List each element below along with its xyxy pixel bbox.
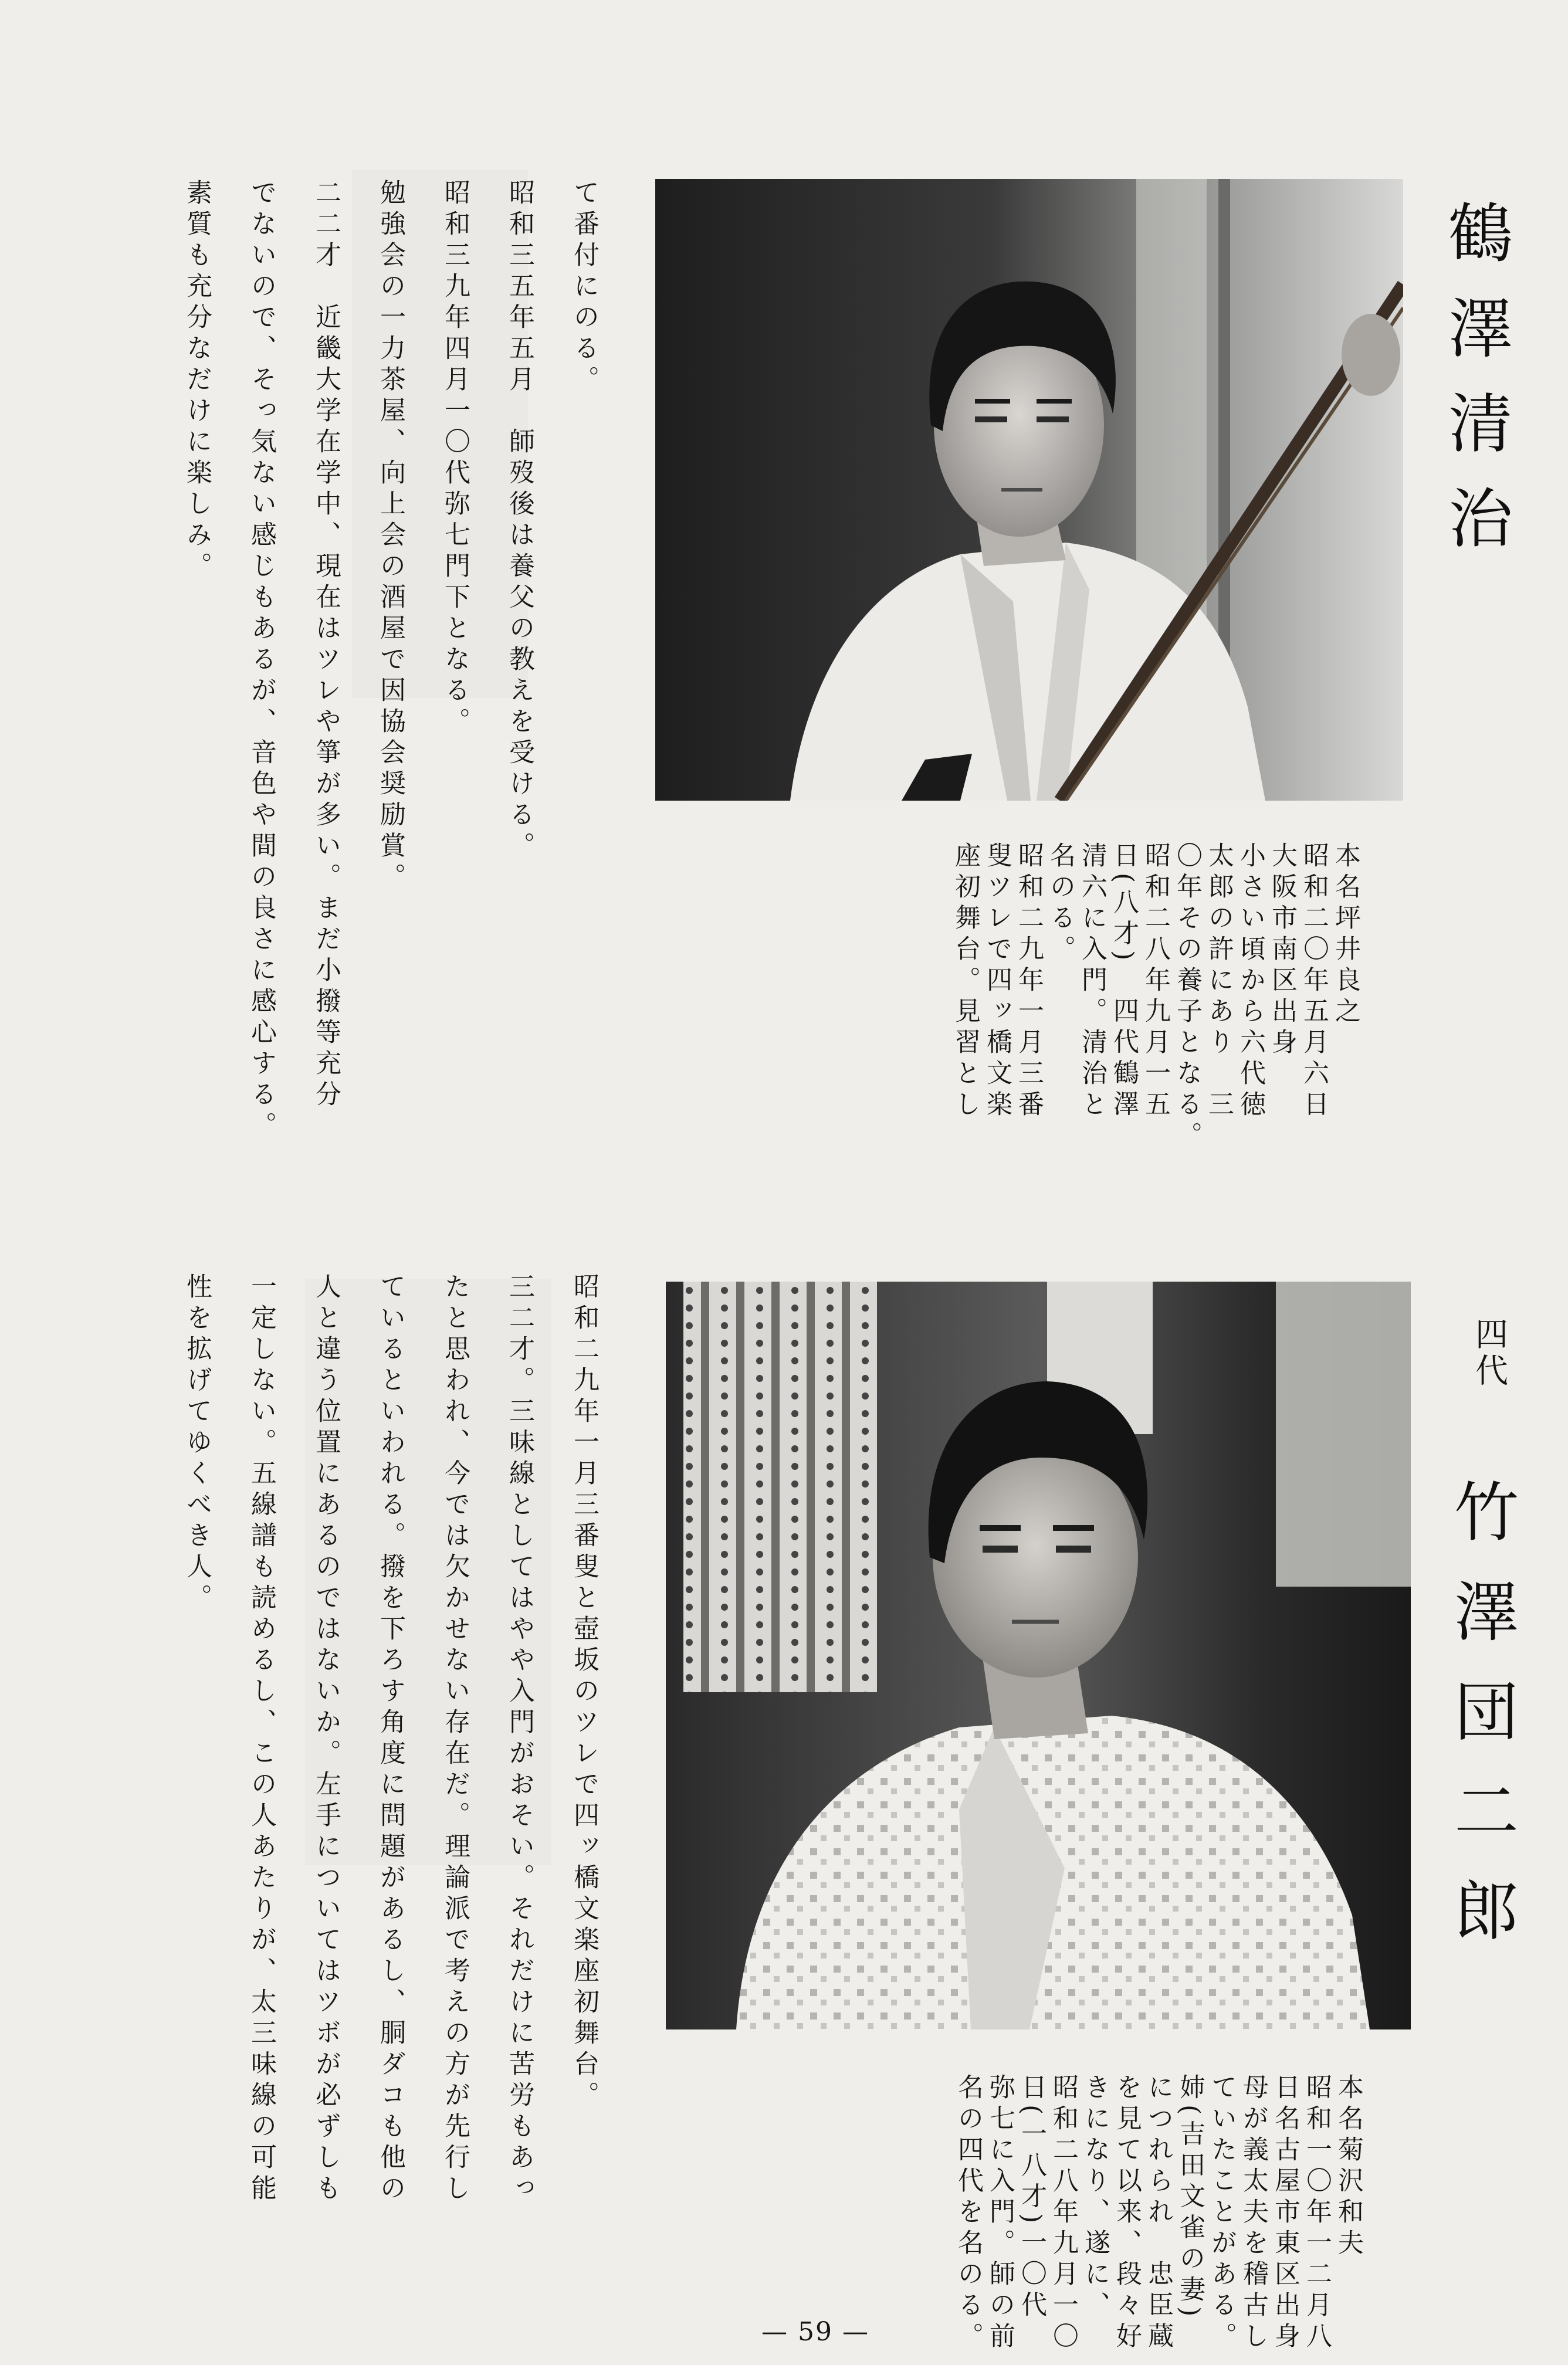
notes-line: 人と違う位置にあるのではないか。左手についてはツボが必ずしも xyxy=(311,1273,341,2205)
bio-line: 清六に入門。清治と xyxy=(1077,842,1107,1121)
bio-line: 日(八才) 四代鶴澤 xyxy=(1109,842,1139,1121)
bio-line: ていたことがある。 xyxy=(1207,2073,1237,2353)
notes-line: 勉強会の一力茶屋、向上会の酒屋で因協会奨励賞。 xyxy=(375,179,405,894)
bio-line: を見て以来、段々好 xyxy=(1112,2073,1142,2353)
notes-line: 昭和三九年四月一〇代弥七門下となる。 xyxy=(440,179,470,738)
bio-line: 昭和二〇年五月六日 xyxy=(1299,842,1329,1121)
bio-line: 日(一八才)一〇代 xyxy=(1017,2073,1047,2322)
bio-line: 日名古屋市東区出身 xyxy=(1270,2073,1300,2353)
bio-line: 名の四代を名のる。 xyxy=(953,2073,983,2353)
bio-line: 小さい頃から六代徳 xyxy=(1235,842,1265,1121)
bio-line: 姉(吉田文雀の妻) xyxy=(1175,2073,1205,2322)
notes-line: 一定しない。五線譜も読めるし、この人あたりが、太三味線の可能 xyxy=(246,1273,276,2205)
bio-line: きになり、遂に、 xyxy=(1080,2073,1110,2322)
bio-line: につれられ 忠臣蔵 xyxy=(1143,2073,1173,2353)
bio-line: 名のる。 xyxy=(1045,842,1075,966)
bio-line: 〇年その養子となる。 xyxy=(1172,842,1202,1153)
notes-text-2 xyxy=(147,1273,616,2323)
portrait-photo-1-image xyxy=(655,179,1403,801)
bio-line: 昭和二八年九月一五 xyxy=(1140,842,1170,1121)
notes-line: て番付にのる。 xyxy=(569,179,599,397)
notes-line: でないので、そっ気ない感じもあるが、音色や間の良さに感心する。 xyxy=(246,179,276,1143)
notes-line: 三二才。三味線としてはやや入門がおそい。それだけに苦労もあっ xyxy=(504,1273,534,2205)
notes-text-1 xyxy=(147,179,616,1176)
bio-line: 昭和二八年九月一〇 xyxy=(1048,2073,1078,2353)
bio-line: 昭和二九年一月三番 xyxy=(1014,842,1044,1121)
generation-label-2: 四代 xyxy=(1470,1317,1508,1390)
performer-name-2: 竹澤団二郎 xyxy=(1444,1478,1519,1977)
bio-line: 弥七に入門。師の前 xyxy=(985,2073,1015,2353)
portrait-photo-2 xyxy=(666,1282,1411,2029)
bio-line: 座初舞台。見習とし xyxy=(950,842,980,1121)
portrait-photo-2-image xyxy=(666,1282,1411,2029)
bio-line: 母が義太夫を稽古し xyxy=(1238,2073,1268,2353)
notes-line: 昭和二九年一月三番叟と壺坂のツレで四ッ橋文楽座初舞台。 xyxy=(569,1273,599,2112)
notes-line: たと思われ、今では欠かせない存在だ。理論派で考えの方が先行し xyxy=(440,1273,470,2205)
bio-line: 本名菊沢和夫 xyxy=(1333,2073,1363,2260)
page-number: — 59 — xyxy=(761,2317,869,2347)
notes-line: 昭和三五年五月 師歿後は養父の教えを受ける。 xyxy=(504,179,534,863)
bio-line: 太郎の許にあり 三 xyxy=(1204,842,1234,1121)
bio-line: 昭和一〇年一二月八 xyxy=(1302,2073,1332,2353)
notes-line: ているといわれる。撥を下ろす角度に問題があるし、胴ダコも他の xyxy=(375,1273,405,2205)
notes-line: 性を拡げてゆくべき人。 xyxy=(182,1273,212,1615)
notes-line: 二二才 近畿大学在学中、現在はツレや箏が多い。まだ小撥等充分 xyxy=(311,179,341,1112)
performer-name-1: 鶴澤清治 xyxy=(1438,199,1513,580)
bio-line: 大阪市南区出身 xyxy=(1267,842,1297,1059)
bio-line: 本名坪井良之 xyxy=(1330,842,1360,1028)
portrait-photo-1 xyxy=(655,179,1403,801)
notes-line: 素質も充分なだけに楽しみ。 xyxy=(182,179,212,583)
bio-line: 叟ツレで四ッ橋文楽 xyxy=(982,842,1012,1121)
